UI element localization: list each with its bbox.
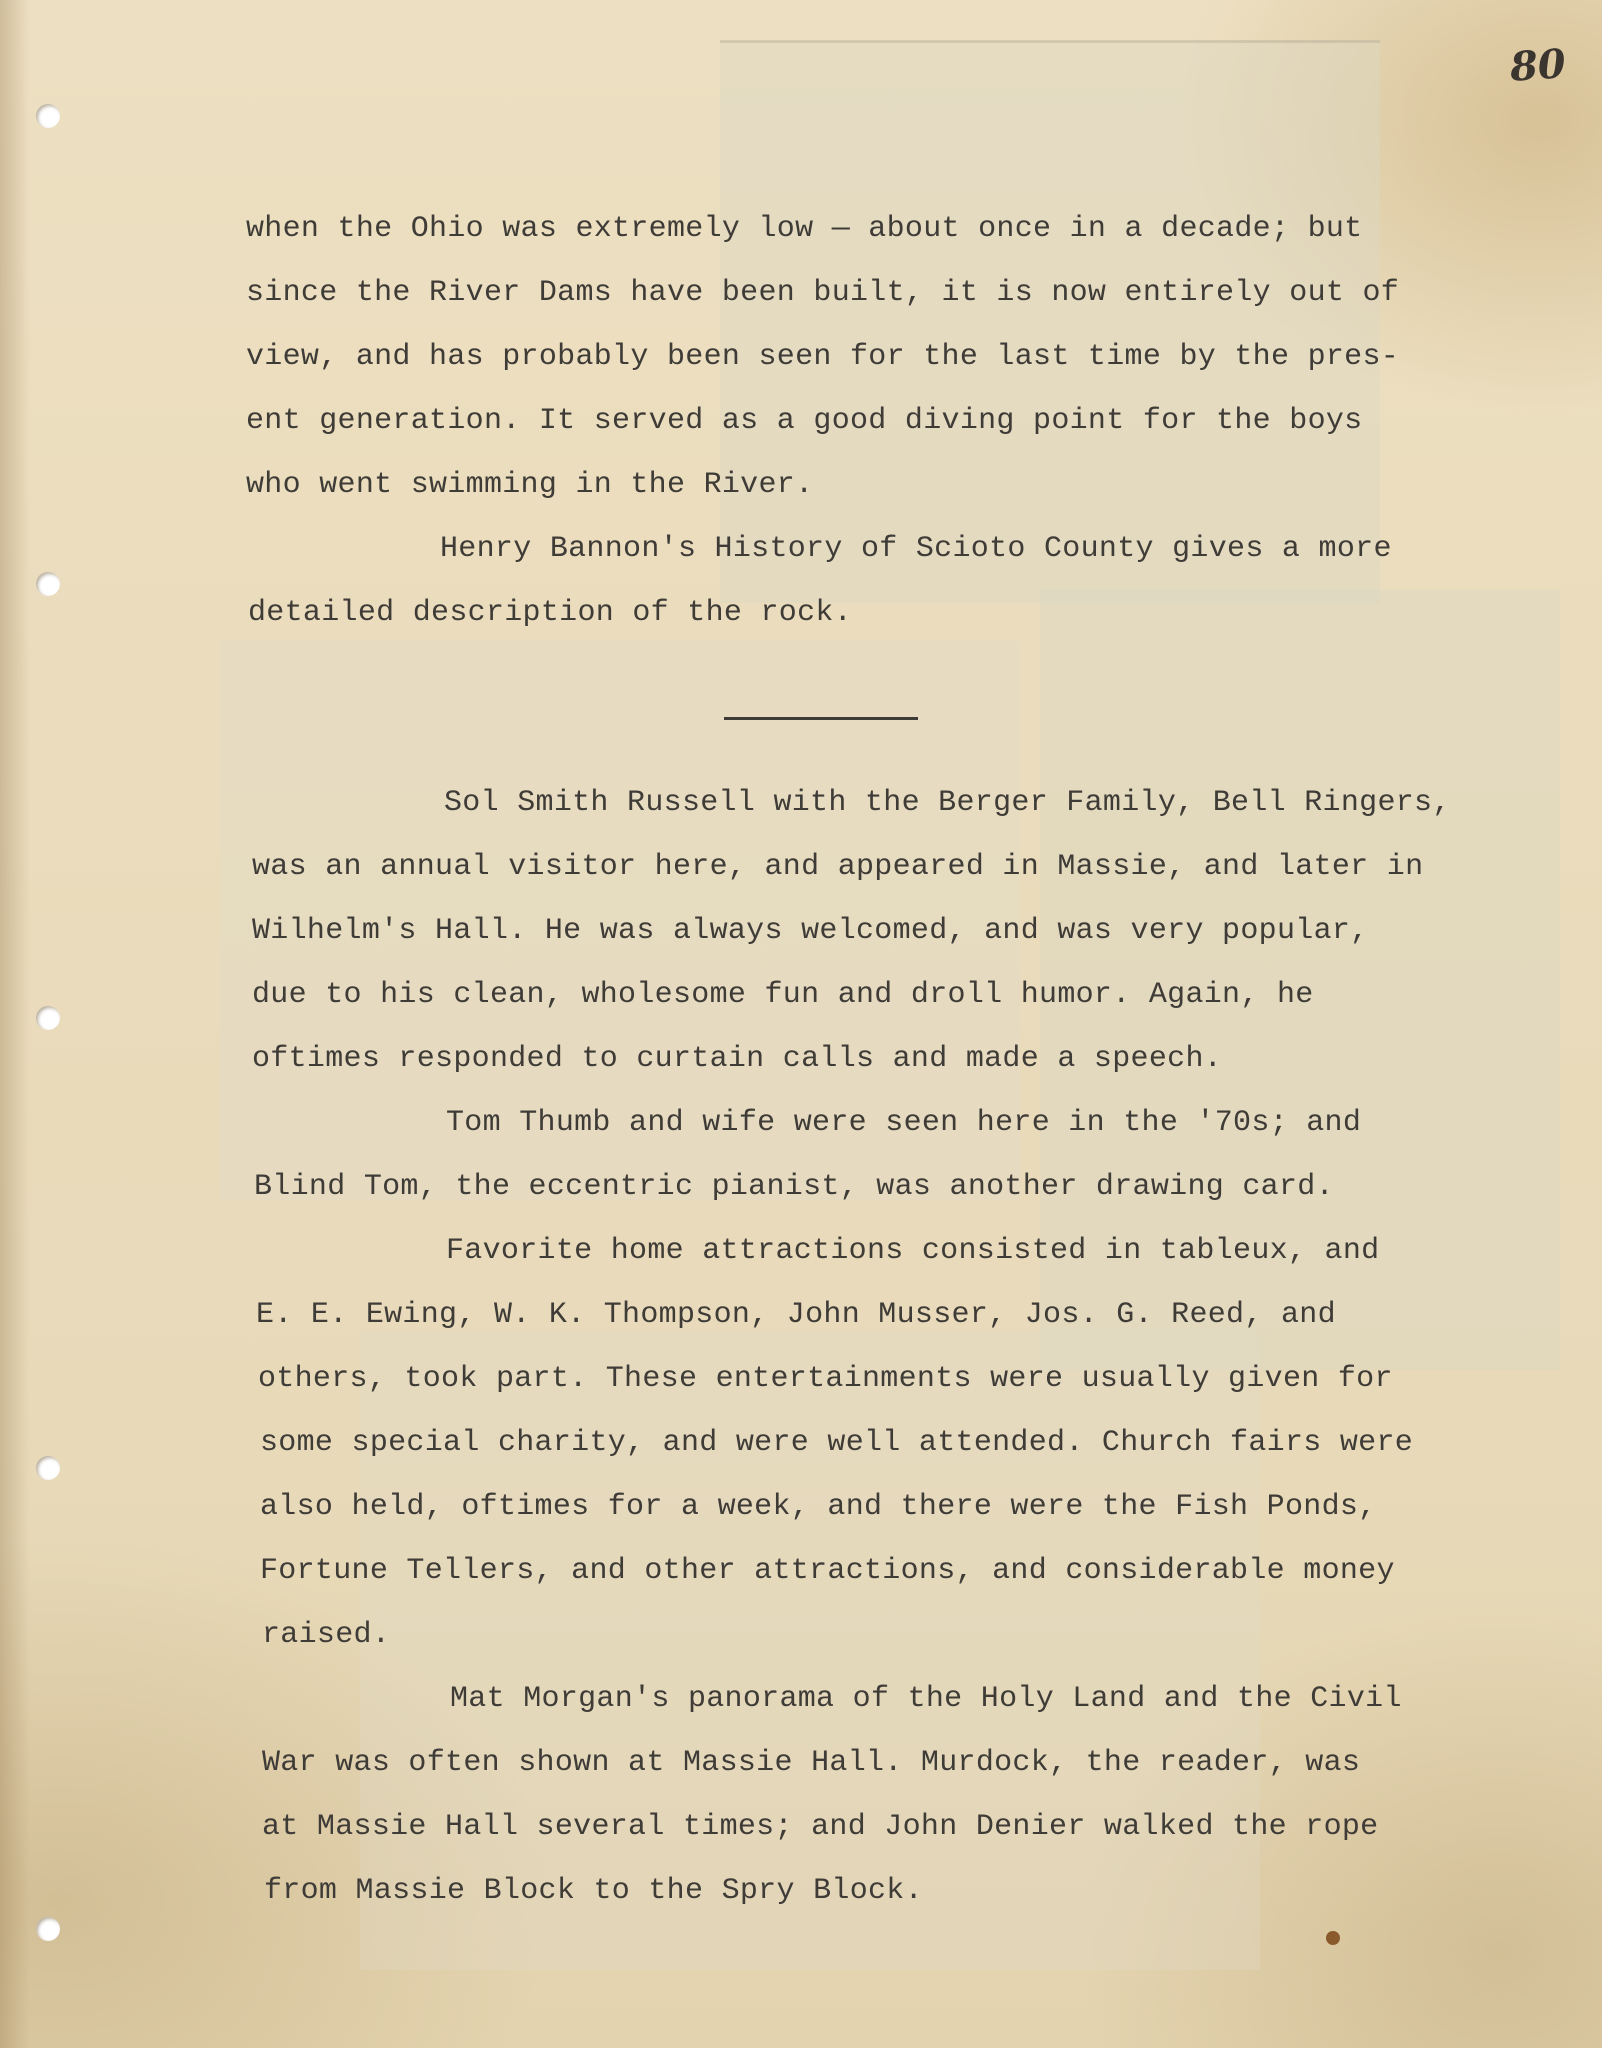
text-line: Henry Bannon's History of Scioto County gives a more <box>440 532 1392 566</box>
text-line: also held, oftimes for a week, and there were the Fish Ponds, <box>260 1490 1377 1524</box>
text-line: Mat Morgan's panorama of the Holy Land and the Civil <box>450 1682 1402 1716</box>
text-line: ent generation. It served as a good diving point for the boys <box>246 404 1363 438</box>
punch-hole <box>36 1917 60 1941</box>
punch-hole <box>36 572 60 596</box>
torn-left-edge <box>0 0 30 2048</box>
punch-hole <box>36 1456 60 1480</box>
text-line: oftimes responded to curtain calls and made a speech. <box>252 1042 1223 1076</box>
text-line: Sol Smith Russell with the Berger Family, Bell Ringers, <box>444 786 1451 820</box>
text-line: view, and has probably been seen for the last time by the pres- <box>246 340 1400 374</box>
text-line: Favorite home attractions consisted in tableux, and <box>446 1234 1380 1268</box>
text-line: was an annual visitor here, and appeared in Massie, and later in <box>252 850 1424 884</box>
text-line: E. E. Ewing, W. K. Thompson, John Musser, Jos. G. Reed, and <box>256 1298 1336 1332</box>
text-line: from Massie Block to the Spry Block. <box>264 1874 923 1908</box>
section-divider <box>724 717 918 720</box>
text-line: some special charity, and were well attended. Church fairs were <box>260 1426 1414 1460</box>
text-line: War was often shown at Massie Hall. Murdock, the reader, was <box>262 1746 1361 1780</box>
text-line: Fortune Tellers, and other attractions, and considerable money <box>260 1554 1395 1588</box>
text-line: since the River Dams have been built, it is now entirely out of <box>246 276 1400 310</box>
ink-spot <box>1326 1931 1340 1945</box>
text-line: Tom Thumb and wife were seen here in the '70s; and <box>446 1106 1362 1140</box>
page-number: 80 <box>1508 40 1568 91</box>
punch-hole <box>36 1006 60 1030</box>
text-line: due to his clean, wholesome fun and droll humor. Again, he <box>252 978 1314 1012</box>
text-line: at Massie Hall several times; and John Denier walked the rope <box>262 1810 1379 1844</box>
text-line: others, took part. These entertainments were usually given for <box>258 1362 1393 1396</box>
punch-hole <box>36 104 60 128</box>
text-line: who went swimming in the River. <box>246 468 814 502</box>
text-line: when the Ohio was extremely low — about once in a decade; but <box>246 212 1363 246</box>
text-line: Wilhelm's Hall. He was always welcomed, and was very popular, <box>252 914 1369 948</box>
text-line: detailed description of the rock. <box>248 596 852 630</box>
text-line: Blind Tom, the eccentric pianist, was another drawing card. <box>254 1170 1334 1204</box>
text-line: raised. <box>262 1618 391 1652</box>
bleed-through-area <box>720 40 1380 603</box>
